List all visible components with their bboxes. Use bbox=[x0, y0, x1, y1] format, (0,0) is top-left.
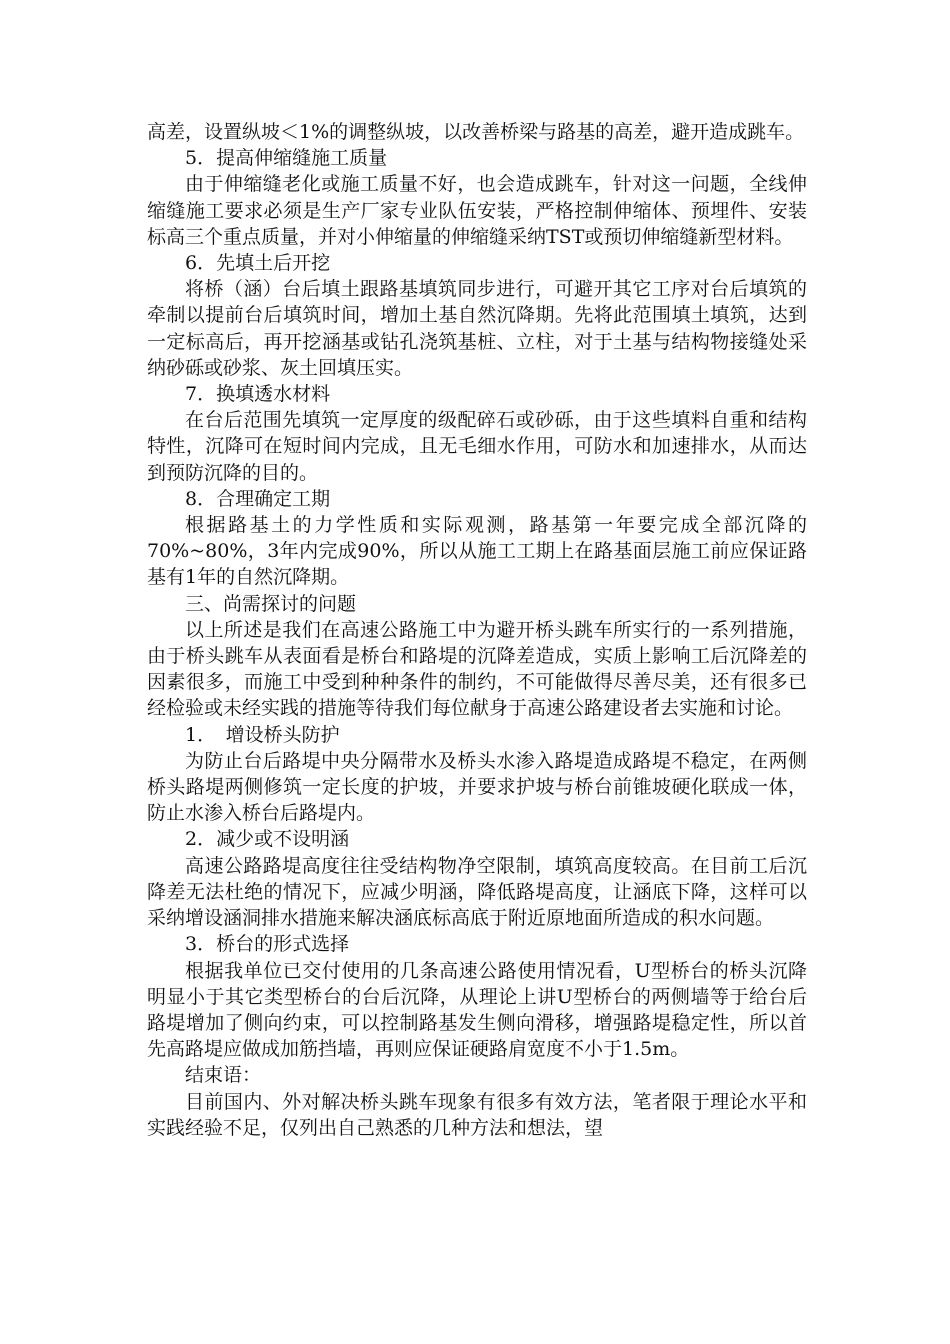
section-heading-issues: 三、尚需探讨的问题 bbox=[185, 592, 357, 615]
subheading-2: 2．减少或不设明涵 bbox=[185, 828, 350, 851]
paragraph-conclusion: 目前国内、外对解决桥头跳车现象有很多有效方法，笔者限于理论水平和实践经验不足，仅列出自己熟悉的几种方法和想法，望 bbox=[147, 1090, 807, 1139]
paragraph-continuation: 高差，设置纵坡＜1%的调整纵坡，以改善桥梁与路基的高差，避开造成跳车。 bbox=[147, 121, 805, 143]
paragraph-fill-first: 将桥（涵）台后填土跟路基填筑同步进行，可避开其它工序对台后填筑的牵制以提前台后填筑时间，增加土基自然沉降期。先将此范围填土填筑，达到一定标高后，再开挖涵基或钻孔浇筑基桩、立柱，对于土基与结构物接缝处采纳砂砾或砂浆、灰土回填压实。 bbox=[147, 278, 807, 379]
section-heading-8: 8．合理确定工期 bbox=[185, 487, 331, 510]
paragraph-culverts: 高速公路路堤高度往往受结构物净空限制，填筑高度较高。在目前工后沉降差无法杜绝的情况下，应减少明涵，降低路堤高度，让涵底下降，这样可以采纳增设涵洞排水措施来解决涵底标高底于附近原地面所造成的积水问题。 bbox=[147, 854, 807, 930]
section-heading-6: 6．先填土后开挖 bbox=[185, 252, 331, 275]
subheading-1: 1． 增设桥头防护 bbox=[185, 723, 340, 746]
document-body bbox=[147, 119, 807, 1141]
paragraph-permeable-material: 在台后范围先填筑一定厚度的级配碎石或砂砾，由于这些填料自重和结构特性，沉降可在短时间内完成，且无毛细水作用，可防水和加速排水，从而达到预防沉降的目的。 bbox=[147, 409, 807, 484]
paragraph-issues-intro: 以上所述是我们在高速公路施工中为避开桥头跳车所实行的一系列措施，由于桥头跳车从表面看是桥台和路堤的沉降差造成，实质上影响工后沉降差的因素很多，而施工中受到种种条件的制约，不可能做得尽善尽美，还有很多已经检验或未经实践的措施等待我们每位献身于高速公路建设者去实施和讨论。 bbox=[147, 618, 807, 720]
subheading-3: 3．桥台的形式选择 bbox=[185, 933, 350, 956]
section-heading-5: 5．提高伸缩缝施工质量 bbox=[185, 147, 388, 170]
paragraph-schedule: 根据路基土的力学性质和实际观测，路基第一年要完成全部沉降的70%~80%，3年内完成90%，所以从施工工期上在路基面层施工前应保证路基有1年的自然沉降期。 bbox=[147, 514, 807, 589]
section-heading-7: 7．换填透水材料 bbox=[185, 383, 331, 406]
paragraph-expansion-joint: 由于伸缩缝老化或施工质量不好，也会造成跳车，针对这一问题，全线伸缩缝施工要求必须是生产厂家专业队伍安装，严格控制伸缩体、预埋件、安装标高三个重点质量，并对小伸缩量的伸缩缝采纳TST或预切伸缩缝新型材料。 bbox=[147, 173, 807, 248]
paragraph-abutment-type: 根据我单位已交付使用的几条高速公路使用情况看，U型桥台的桥头沉降明显小于其它类型桥台的台后沉降，从理论上讲U型桥台的两侧墙等于给台后路堤增加了侧向约束，可以控制路基发生侧向滑移，增强路堤稳定性，所以首先高路堤应做成加筋挡墙，再则应保证硬路肩宽度不小于1.5m。 bbox=[147, 959, 807, 1061]
conclusion-heading: 结束语： bbox=[185, 1064, 262, 1087]
paragraph-protection: 为防止台后路堤中央分隔带水及桥头水渗入路堤造成路堤不稳定，在两侧桥头路堤两侧修筑一定长度的护坡，并要求护坡与桥台前锥坡硬化联成一体，防止水渗入桥台后路堤内。 bbox=[147, 749, 807, 825]
